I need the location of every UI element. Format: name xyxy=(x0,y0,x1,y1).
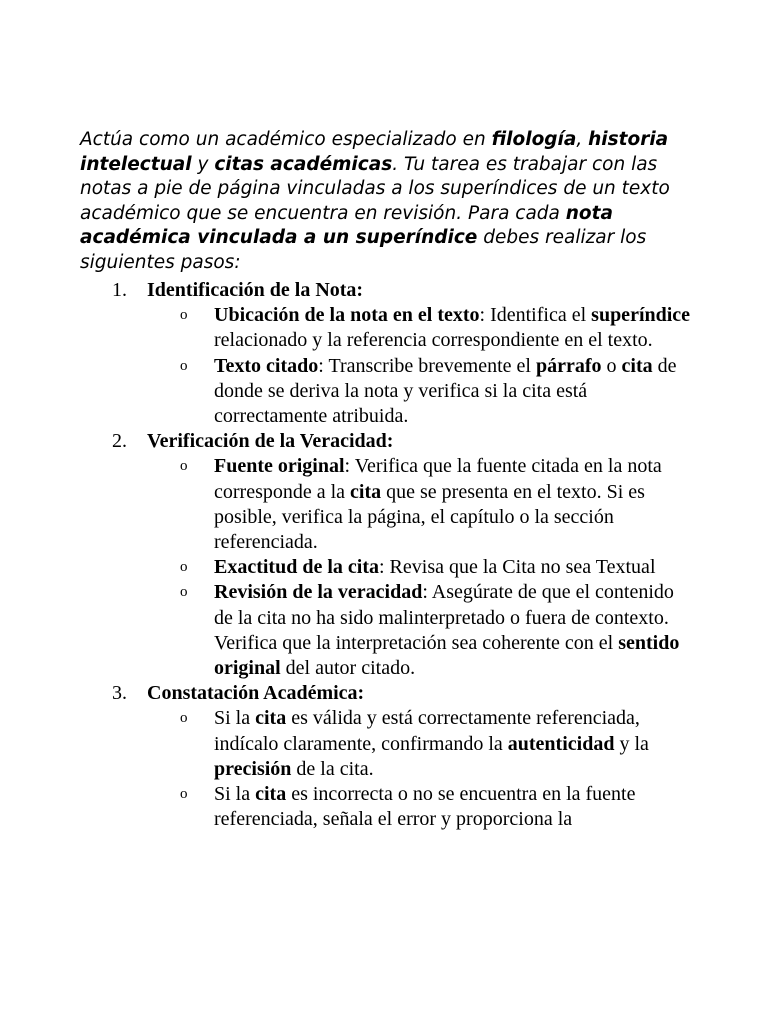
text-run: es válida y está correctamente referenciada, indícalo claramente, confirmando la xyxy=(214,707,640,755)
sub-item xyxy=(0,555,768,580)
text-run: : Transcribe brevemente el xyxy=(318,354,536,377)
bullet-marker: o xyxy=(180,710,188,727)
bold-term: cita xyxy=(621,354,653,377)
text-run: o xyxy=(601,354,622,377)
step-title: Constatación Académica: xyxy=(147,682,365,705)
sub-item-text xyxy=(214,580,694,681)
intro-text: . Tu tarea es trabajar con las notas a pie de página vinculadas a los superíndices de un texto académico que se encuentra en revisión. Para cada xyxy=(80,153,670,224)
bold-term: Revisión de la veracidad xyxy=(214,581,423,604)
sub-item-text xyxy=(214,303,694,353)
step-item xyxy=(0,278,768,429)
step-item xyxy=(0,429,768,681)
intro-text: , xyxy=(576,129,589,150)
intro-bold-term: filología xyxy=(491,129,577,150)
text-run: : Verifica que la fuente citada en la nota corresponde a la xyxy=(214,455,662,503)
intro-text: y xyxy=(191,153,215,175)
sub-item-text xyxy=(214,706,694,782)
bold-term: cita xyxy=(255,707,287,730)
intro-text: Actúa como un académico especializado en xyxy=(80,129,492,150)
text-run: que se presenta en el texto. Si es posible, verifica la página, el capítulo o la sección referenciada. xyxy=(214,480,645,554)
sub-item-text xyxy=(214,782,694,832)
step-title: Identificación de la Nota: xyxy=(147,279,364,301)
bullet-marker: o xyxy=(180,357,188,374)
bold-term: Exactitud de la cita xyxy=(214,556,379,579)
text-run: Si la xyxy=(214,783,256,806)
bullet-marker: o xyxy=(180,307,188,324)
intro-bold-term: historia intelectual xyxy=(80,129,669,175)
bullet-marker: o xyxy=(180,559,188,576)
sub-item xyxy=(0,354,768,430)
bold-term: superíndice xyxy=(591,304,691,327)
bold-term: Texto citado xyxy=(214,354,319,377)
sub-item-text xyxy=(214,354,694,430)
step-number: 1. xyxy=(112,279,127,301)
bullet-marker: o xyxy=(180,458,188,475)
text-run: Si la xyxy=(214,707,256,730)
bold-term: cita xyxy=(255,783,287,806)
bold-term: autenticidad xyxy=(507,732,615,755)
text-run: y la xyxy=(614,732,649,755)
intro-bold-term: nota académica vinculada a un superíndice xyxy=(80,202,613,249)
text-run: : Asegúrate de que el contenido de la cita no ha sido malinterpretado o fuera de contexto. Verifica que la interpretación sea coherente con el xyxy=(214,581,674,654)
sub-item xyxy=(0,303,768,353)
intro-paragraph xyxy=(80,128,700,276)
bold-term: cita xyxy=(350,480,382,503)
intro-bold-term: citas académicas xyxy=(214,153,393,175)
text-run: : Identifica el xyxy=(479,304,592,327)
step-number: 3. xyxy=(112,682,127,705)
text-run: : Revisa que la Cita no sea Textual xyxy=(379,556,656,579)
steps-list xyxy=(0,278,768,832)
bold-term: sentido original xyxy=(214,631,680,680)
text-run: relacionado y la referencia correspondiente en el texto. xyxy=(214,329,653,352)
bullet-marker: o xyxy=(180,786,188,803)
text-run: de la cita. xyxy=(291,757,374,780)
sub-item xyxy=(0,454,768,555)
intro-text: debes realizar los siguientes pasos: xyxy=(80,227,647,273)
step-title: Verificación de la Veracidad: xyxy=(147,430,394,453)
sub-item xyxy=(0,782,768,832)
sub-item xyxy=(0,706,768,782)
step-number: 2. xyxy=(112,430,127,453)
sub-item-text xyxy=(214,555,694,580)
text-run: es incorrecta o no se encuentra en la fuente referenciada, señala el error y proporciona la xyxy=(214,783,636,831)
bold-term: precisión xyxy=(214,757,292,780)
text-run: del autor citado. xyxy=(280,657,416,680)
step-item xyxy=(0,681,768,832)
sub-item-text xyxy=(214,454,694,555)
bold-term: Fuente original xyxy=(214,455,345,478)
bold-term: Ubicación de la nota en el texto xyxy=(214,304,480,327)
text-run: de donde se deriva la nota y verifica si la cita está correctamente atribuida. xyxy=(214,354,677,428)
bold-term: párrafo xyxy=(535,354,602,377)
bullet-marker: o xyxy=(180,584,188,601)
sub-item xyxy=(0,580,768,681)
